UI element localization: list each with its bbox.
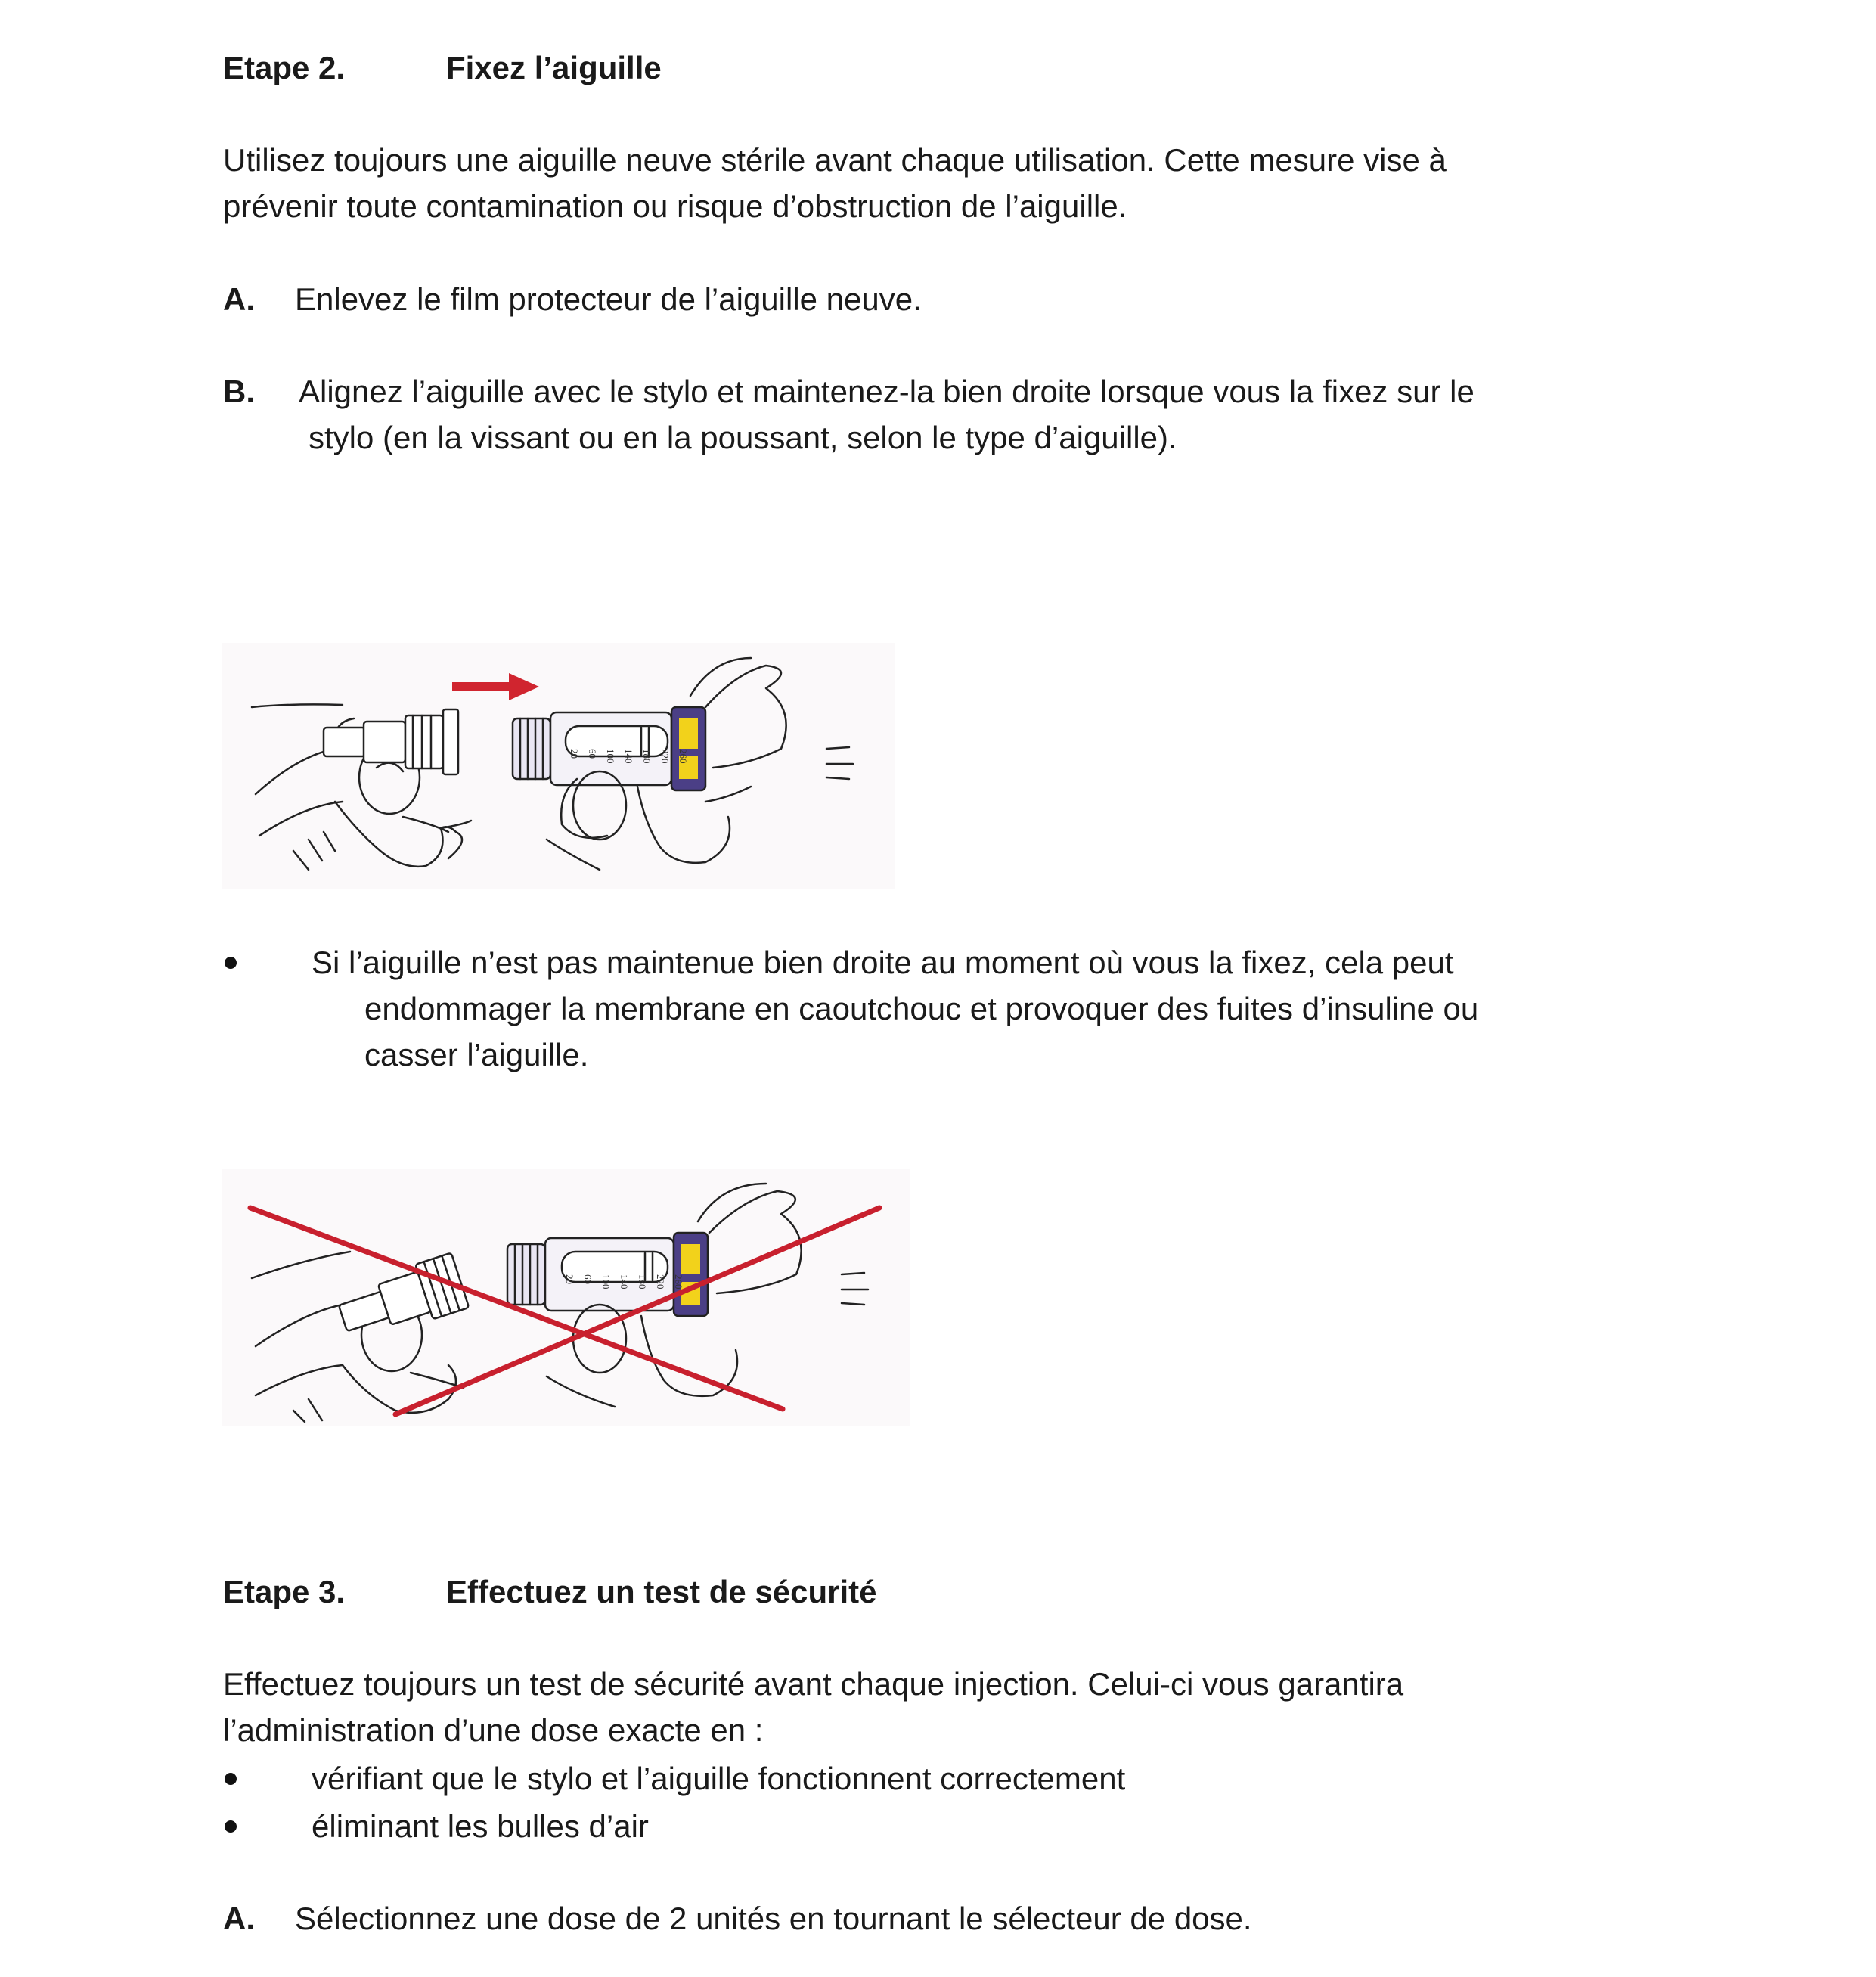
scale-label: 60 xyxy=(587,749,598,759)
step2-item-b-letter: B. xyxy=(223,374,255,409)
step3-item-a-letter: A. xyxy=(223,1901,255,1936)
step2-item-b-line2: stylo (en la vissant ou en la poussant, selon le type d’aiguille). xyxy=(309,420,1177,455)
step2-item-a-letter: A. xyxy=(223,281,255,317)
scale-label: 260 xyxy=(678,749,689,764)
needle-attach-illustration xyxy=(222,643,895,889)
step3-title: Effectuez un test de sécurité xyxy=(446,1574,877,1609)
scale-label: 260 xyxy=(673,1274,684,1290)
step2-intro-line2: prévenir toute contamination ou risque d’obstruction de l’aiguille. xyxy=(223,188,1127,224)
warning-line3: casser l’aiguille. xyxy=(364,1037,589,1072)
scale-label: 100 xyxy=(605,749,616,764)
scale-label: 140 xyxy=(619,1274,630,1290)
scale-label: 180 xyxy=(637,1274,648,1290)
step2-label: Etape 2. xyxy=(223,50,346,85)
step2-item-a-text: Enlevez le film protecteur de l’aiguille neuve. xyxy=(295,281,922,317)
scale-label: 20 xyxy=(564,1274,575,1284)
bullet-icon xyxy=(225,1773,237,1789)
scale-label: 60 xyxy=(582,1274,594,1284)
scale-label: 180 xyxy=(641,749,653,764)
warning-line1: Si l’aiguille n’est pas maintenue bien droite au moment où vous la fixez, cela peut xyxy=(312,945,1454,980)
scale-label: 20 xyxy=(569,749,580,759)
scale-label: 100 xyxy=(600,1274,612,1290)
warning-line2: endommager la membrane en caoutchouc et provoquer des fuites d’insuline ou xyxy=(364,991,1479,1026)
scale-label: 140 xyxy=(623,749,634,764)
step2-title: Fixez l’aiguille xyxy=(446,50,662,85)
needle-wrong-illustration xyxy=(222,1169,910,1426)
arrow-right-icon xyxy=(452,673,539,700)
step3-bullet2: éliminant les bulles d’air xyxy=(312,1808,649,1844)
step3-item-a-text: Sélectionnez une dose de 2 unités en tournant le sélecteur de dose. xyxy=(295,1901,1252,1936)
step2-intro-line1: Utilisez toujours une aiguille neuve stérile avant chaque utilisation. Cette mesure vise à xyxy=(223,142,1447,178)
step3-intro-line1: Effectuez toujours un test de sécurité avant chaque injection. Celui-ci vous garantira xyxy=(223,1666,1404,1702)
bullet-icon xyxy=(225,1820,237,1836)
step3-intro-line2: l’administration d’une dose exacte en : xyxy=(223,1712,764,1748)
step2-item-b-line1: Alignez l’aiguille avec le stylo et maintenez-la bien droite lorsque vous la fixez sur le xyxy=(299,374,1474,409)
scale-label: 220 xyxy=(655,1274,666,1290)
step3-label: Etape 3. xyxy=(223,1574,346,1609)
scale-label: 220 xyxy=(659,749,671,764)
step3-bullet1: vérifiant que le stylo et l’aiguille fonctionnent correctement xyxy=(312,1761,1126,1796)
bullet-icon xyxy=(225,957,237,973)
